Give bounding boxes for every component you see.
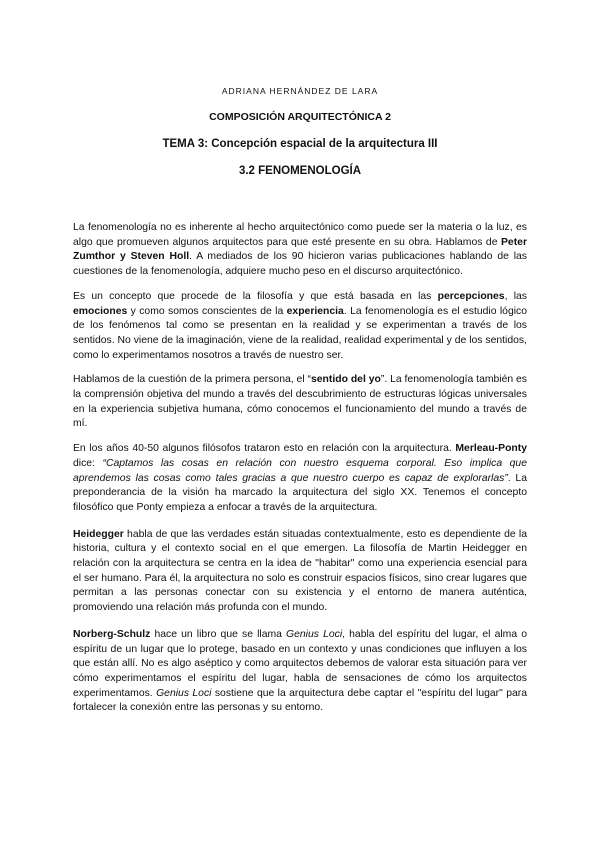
paragraph-intro bbox=[73, 221, 527, 280]
bold-percepciones: percepciones bbox=[437, 290, 505, 302]
text-run: sostiene que la arquitectura debe captar el "espíritu del lugar" para fortalecer la conexión entre las personas y su entorno. bbox=[73, 687, 527, 714]
text-run: Es un concepto que procede de la filosofía y que está basada en las bbox=[73, 290, 438, 302]
paragraph-concept bbox=[73, 290, 527, 364]
author-name: ADRIANA HERNÁNDEZ DE LARA bbox=[221, 86, 379, 96]
text-run: dice: bbox=[73, 457, 103, 469]
bold-experiencia: experiencia bbox=[286, 305, 344, 317]
text-run: ”. La fenomenología también es la comprensión objetiva del mundo a través del descubrimiento de estructuras lógicas universales en la experiencia subjetiva humana, cómo conocemos el funcionamiento del mundo a través de mí. bbox=[73, 374, 528, 430]
text-run: . A mediados de los 90 hicieron varias publicaciones hablando de las cuestiones de la fenomenología, adquiere mucho peso en el discurso arquitectónico. bbox=[73, 251, 527, 278]
bold-norberg-schulz: Norberg-Schulz bbox=[73, 628, 151, 640]
text-run: , habla del espíritu del lugar, el alma o espíritu de un lugar que lo protege, basado en un contexto y unas condiciones que influyen a los que están allí. No es algo aséptico y como arquitectos debemos de valorar esta situación para ver cómo experimentamos el espíritu del lugar, habla de sensaciones de cómo los arquitectos experimentamos. bbox=[73, 628, 527, 699]
text-run: y como somos conscientes de la bbox=[127, 305, 287, 317]
text-run: En los años 40-50 algunos filósofos trataron esto en relación con la arquitectura. bbox=[73, 443, 456, 455]
paragraph-first-person bbox=[73, 373, 527, 432]
course-title: COMPOSICIÓN ARQUITECTÓNICA 2 bbox=[209, 111, 391, 123]
text-run: habla de que las verdades están situadas contextualmente, esto es dependiente de la historia, cultura y el contexto social en el que emergen. La filosofía de Martin Heidegger en relación con la arquitectura se centra en la idea de "habitar" como una experiencia esencial para el ser humano. Para él, la arquitectura no solo es construir espacios físicos, sino crear lugares que permitan a las personas conectar con su existencia y el entorno de manera auténtica, promoviendo una relación más profunda con el mundo. bbox=[73, 528, 527, 614]
paragraph-merleau-ponty bbox=[73, 442, 527, 516]
bold-merleau-ponty: Merleau-Ponty bbox=[455, 443, 527, 455]
italic-genius-loci: Genius Loci bbox=[286, 628, 343, 640]
paragraph-norberg-schulz bbox=[73, 628, 527, 716]
paragraph-heidegger bbox=[73, 528, 527, 616]
text-run: . La fenomenología es el estudio lógico de los fenómenos tal como se presentan en la realidad y se experimentan a través de los sentidos. No viene de la imaginación, viene de la realidad, realidad experimental y de los sentidos, como lo experimentamos nosotros a través de nuestro ser. bbox=[73, 305, 527, 361]
italic-genius-loci: Genius Loci bbox=[156, 687, 212, 699]
document-body bbox=[73, 221, 527, 728]
italic-quote: “Captamos las cosas en relación con nuestro esquema corporal. Eso implica que aprendemos las cosas como tales gracias a que nuestro cuerpo es capaz de explorarlas” bbox=[73, 457, 527, 484]
bold-sentido-del-yo: sentido del yo bbox=[310, 374, 381, 386]
topic-title: TEMA 3: Concepción espacial de la arquitectura III bbox=[162, 138, 438, 150]
text-run: hace un libro que se llama bbox=[150, 628, 287, 640]
bold-emociones: emociones bbox=[73, 305, 128, 317]
section-title: 3.2 FENOMENOLOGÍA bbox=[238, 165, 362, 177]
text-run: Hablamos de la cuestión de la primera persona, el “ bbox=[73, 374, 311, 386]
text-run: La fenomenología no es inherente al hecho arquitectónico como puede ser la materia o la luz, es algo que promueven algunos arquitectos para que esté presente en su obra. Hablamos de bbox=[73, 222, 527, 248]
text-run: . La preponderancia de la visión ha marcado la arquitectura del siglo XX. Tenemos el concepto filosófico que Ponty empieza a enfocar a través de la arquitectura. bbox=[73, 472, 527, 513]
text-run: , las bbox=[504, 290, 527, 302]
bold-architects: Peter Zumthor y Steven Holl bbox=[73, 236, 527, 263]
bold-heidegger: Heidegger bbox=[73, 528, 124, 540]
